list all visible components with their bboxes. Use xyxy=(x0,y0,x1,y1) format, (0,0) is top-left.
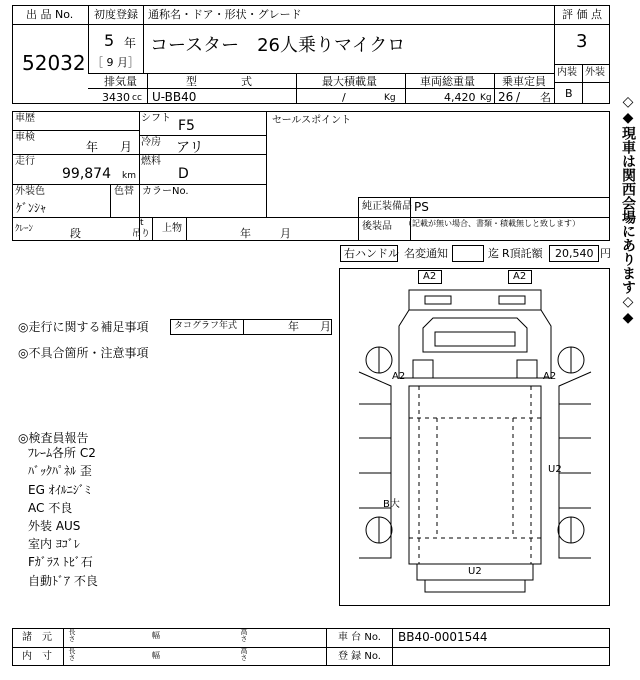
odo-unit: 円 xyxy=(600,247,611,260)
interior-label: 内装 xyxy=(557,67,577,78)
crane-lift-top: t xyxy=(140,218,144,228)
due: 迄 xyxy=(488,247,499,260)
reg-no-label: 登 録 No. xyxy=(338,651,381,662)
max-load: / xyxy=(342,91,346,104)
inspector-item: ﾌﾚｰﾑ各所 C2 xyxy=(28,446,96,460)
mark-front-left: A2 xyxy=(423,271,437,282)
inspector-item: EG ｵｲﾙﾆｼﾞﾐ xyxy=(28,483,91,497)
inspector-label: ◎検査員報告 xyxy=(18,431,89,445)
fuel-value: D xyxy=(178,166,189,182)
lot-number: 52032 xyxy=(22,51,86,75)
grade-value: 3 xyxy=(576,31,588,52)
crane-year: 年 xyxy=(240,227,251,240)
displacement: 3430 xyxy=(102,91,130,104)
exterior-color: ｹﾞﾝｼｬ xyxy=(16,201,47,215)
inspector-item: 自動ﾄﾞｱ 不良 xyxy=(28,574,98,588)
defect-label: ◎不具合箇所・注意事項 xyxy=(18,346,149,360)
ac-value: アリ xyxy=(176,140,204,156)
bus-outline-diagram xyxy=(339,268,610,606)
dims-width: 幅 xyxy=(152,631,160,640)
mark-side-left: A2 xyxy=(392,371,406,382)
venue-notice: ◇◆現車は関西会場にあります◇◆ xyxy=(620,94,636,326)
crane-lift: 吊り xyxy=(132,229,151,239)
inspector-item: 外装 AUS xyxy=(28,519,81,533)
interior-dims-label: 内 寸 xyxy=(22,651,52,662)
inspection-month: 月 xyxy=(120,140,133,154)
sales-point-label: セールスポイント xyxy=(272,115,352,126)
color-code-label: 色替 xyxy=(114,186,134,197)
inspection-label: 車検 xyxy=(15,132,35,143)
exterior-label: 外装 xyxy=(585,67,605,78)
shift-label: シフト xyxy=(141,113,171,124)
mark-left-rear: B大 xyxy=(383,499,400,510)
capacity-label: 乗車定員 xyxy=(502,75,546,88)
capacity: 26 xyxy=(498,90,514,104)
reg-label: 初度登録 xyxy=(94,8,138,21)
reg-month: ［ 9 月］ xyxy=(92,56,139,69)
inspector-item: ﾊﾞｯｸﾊﾟﾈﾙ 歪 xyxy=(28,464,92,478)
crane-month: 月 xyxy=(280,227,291,240)
tacho-month: 月 xyxy=(320,320,331,333)
fuel-label: 燃料 xyxy=(141,156,161,167)
interior-width: 幅 xyxy=(152,651,160,660)
odo-value: 20,540 xyxy=(555,247,594,260)
displacement-label: 排気量 xyxy=(104,75,137,88)
chassis-value: BB40-0001544 xyxy=(398,630,488,644)
model-label: 通称名・ドア・形状・グレード xyxy=(148,8,302,21)
capacity-slash: / xyxy=(516,90,521,104)
inspector-item: AC 不良 xyxy=(28,501,73,515)
crane-label: ｸﾚｰﾝ xyxy=(15,224,34,234)
transfer-value-box xyxy=(452,245,484,262)
inspector-item: Fｶﾞﾗｽ ﾄﾋﾞ石 xyxy=(28,555,93,569)
transfer-label: 名変通知 xyxy=(404,247,448,260)
type-label: 型 式 xyxy=(186,75,252,88)
shift-value: F5 xyxy=(178,118,195,134)
driving-label: ◎走行に関する補足事項 xyxy=(18,320,149,334)
color-no-label: カラーNo. xyxy=(142,186,189,197)
grade-label: 評 価 点 xyxy=(562,8,602,21)
odo-label: R頂託額 xyxy=(502,247,543,260)
tacho-year: 年 xyxy=(288,320,299,333)
max-load-unit: Kg xyxy=(384,93,396,103)
reg-year-unit: 年 xyxy=(124,36,137,50)
crane-stage: 段 xyxy=(70,227,81,240)
mark-right-panel: U2 xyxy=(548,464,562,475)
model-name: コースター 26人乗りマイクロ xyxy=(150,35,406,56)
interior-height: 高さ xyxy=(240,647,248,661)
mark-side-right: A2 xyxy=(543,371,557,382)
ac-label: 冷房 xyxy=(141,137,161,148)
aftermarket-label: 後装品 xyxy=(362,221,392,232)
max-load-label: 最大積載量 xyxy=(322,75,377,88)
reg-year: 5 xyxy=(104,31,115,50)
gross-weight-unit: Kg xyxy=(480,93,492,103)
mileage: 99,874 xyxy=(62,166,111,182)
equipment-value: PS xyxy=(414,200,429,214)
aftermarket-note: （記載が無い場合、書類・積載無しと致します） xyxy=(404,219,580,228)
mark-rear: U2 xyxy=(468,566,482,577)
mileage-label: 走行 xyxy=(15,156,35,167)
displacement-unit: cc xyxy=(132,93,142,103)
dims-label: 諸 元 xyxy=(22,632,52,643)
gross-weight-label: 車両総重量 xyxy=(420,75,475,88)
dims-length: 長さ xyxy=(68,628,76,642)
inspector-item: 室内 ﾖｺﾞﾚ xyxy=(28,537,80,551)
history-label: 車歴 xyxy=(15,113,35,124)
dims-height: 高さ xyxy=(240,628,248,642)
interior-length: 長さ xyxy=(68,647,76,661)
equipment-label: 純正装備品 xyxy=(362,201,412,212)
inspection-year: 年 xyxy=(86,140,99,154)
gross-weight: 4,420 xyxy=(444,91,476,104)
crane-up-label: 上物 xyxy=(162,223,182,234)
lot-label: 出 品 No. xyxy=(26,8,74,21)
mark-front-right: A2 xyxy=(513,271,527,282)
rhd: 右ハンドル xyxy=(344,247,399,260)
interior-grade: B xyxy=(565,87,573,100)
model-code: U-BB40 xyxy=(152,90,197,104)
capacity-unit: 名 xyxy=(540,91,551,104)
mileage-unit: km xyxy=(122,171,136,181)
chassis-label: 車 台 No. xyxy=(338,632,381,643)
exterior-color-label: 外装色 xyxy=(15,186,45,197)
tacho-label: タコグラフ年式 xyxy=(174,321,238,331)
